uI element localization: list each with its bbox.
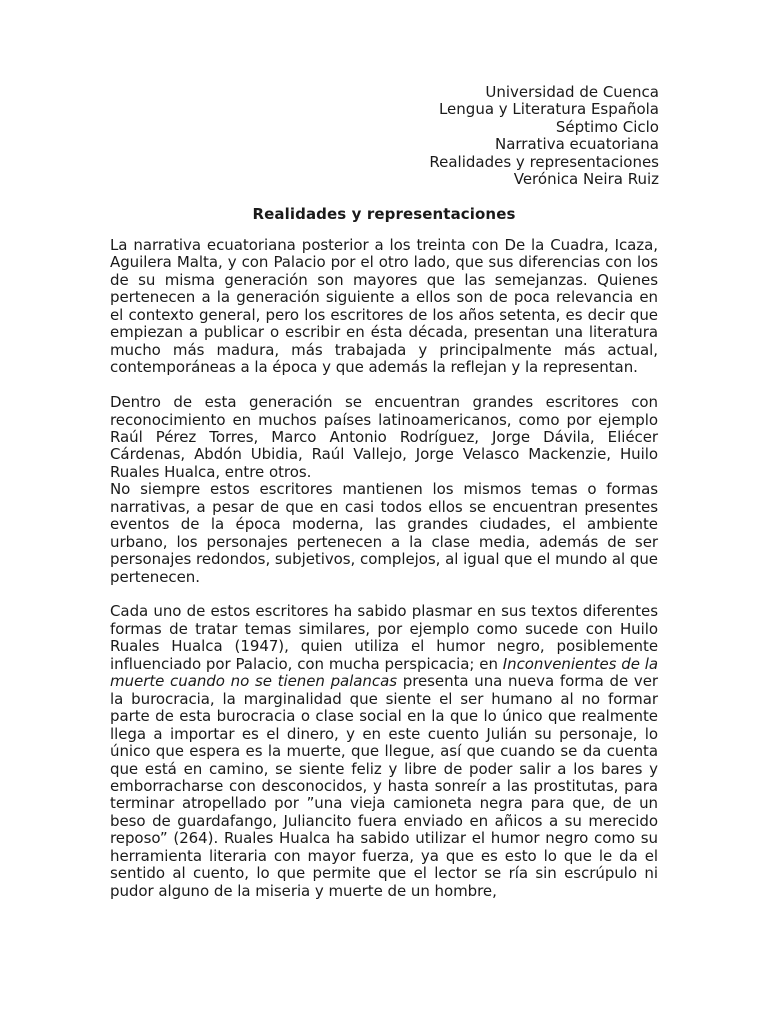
paragraph-4 — [110, 603, 658, 900]
header-university: Universidad de Cuenca — [485, 83, 659, 101]
header-author: Verónica Neira Ruiz — [513, 170, 659, 189]
document-body — [110, 237, 658, 900]
header-topic: Realidades y representaciones — [429, 152, 659, 171]
document-title: Realidades y representaciones — [252, 205, 516, 223]
story-title-italic: Inconvenientes de la muerte cuando no se tienen palancas — [110, 654, 658, 691]
paragraph-3: No siempre estos escritores mantienen los mismos temas o formas narrativas, a pesar de que en casi todos ellos se encuentran presentes eventos de la época moderna, las grandes ciudades, el ambiente urbano, los personajes pertenecen a la clase media, además de ser personajes redondos, subjetivos, complejos, al igual que el mundo al que pertenecen. — [110, 480, 658, 586]
paragraph-1: La narrativa ecuatoriana posterior a los treinta con De la Cuadra, Icaza, Aguilera Malta, y con Palacio por el otro lado, que sus diferencias con los de su misma generación son mayores que las semejanzas. Quienes pertenecen a la generación siguiente a ellos son de poca relevancia en el contexto general, pero los escritores de los años setenta, es decir que empiezan a publicar o escribir en ésta década, presentan una literatura mucho más madura, más trabajada y principalmente más actual, contemporáneas a la época y que además la reflejan y la representan. — [110, 236, 658, 377]
header-course: Narrativa ecuatoriana — [494, 135, 659, 154]
paragraph-4-text-end: presenta una nueva forma de ver la burocracia, la marginalidad que siente el ser humano al no formar parte de esta burocracia o clase social en la que lo único que realmente llega a importar es el dinero, y en este cuento Julián su personaje, lo único que espera es la muerte, que llegue, así que cuando se da cuenta que está en camino, se siente feliz y libre de poder salir a los bares y emborracharse con desconocidos, y hasta sonreír a las prostitutas, para terminar atropellado por ”una vieja camioneta negra para que, de un beso de guardafango, Juliancito fuera enviado en añicos a su merecido reposo” (264). Ruales Hualca ha sabido utilizar el humor negro como su herramienta literaria con mayor fuerza, ya que es esto lo que le da el sentido al cuento, lo que permite que el lector se ría sin escrúpulo ni pudor alguno de la miseria y muerte de un hombre, — [110, 672, 658, 900]
paragraph-4-text-start: Cada uno de estos escritores ha sabido plasmar en sus textos diferentes formas de tratar temas similares, por ejemplo como sucede con Huilo Ruales Hualca (1947), quien utiliza el humor negro, posiblemente influenciado por Palacio, con mucha perspicacia; en — [110, 602, 658, 673]
header-program: Lengua y Literatura Española — [438, 100, 659, 119]
paragraph-2: Dentro de esta generación se encuentran grandes escritores con reconocimiento en muchos países latinoamericanos, como por ejemplo Raúl Pérez Torres, Marco Antonio Rodríguez, Jorge Dávila, Eliécer Cárdenas, Abdón Ubidia, Raúl Vallejo, Jorge Velasco Mackenzie, Huilo Ruales Hualca, entre otros. — [110, 393, 658, 481]
header-cycle: Séptimo Ciclo — [555, 117, 659, 136]
document-header — [429, 84, 659, 188]
